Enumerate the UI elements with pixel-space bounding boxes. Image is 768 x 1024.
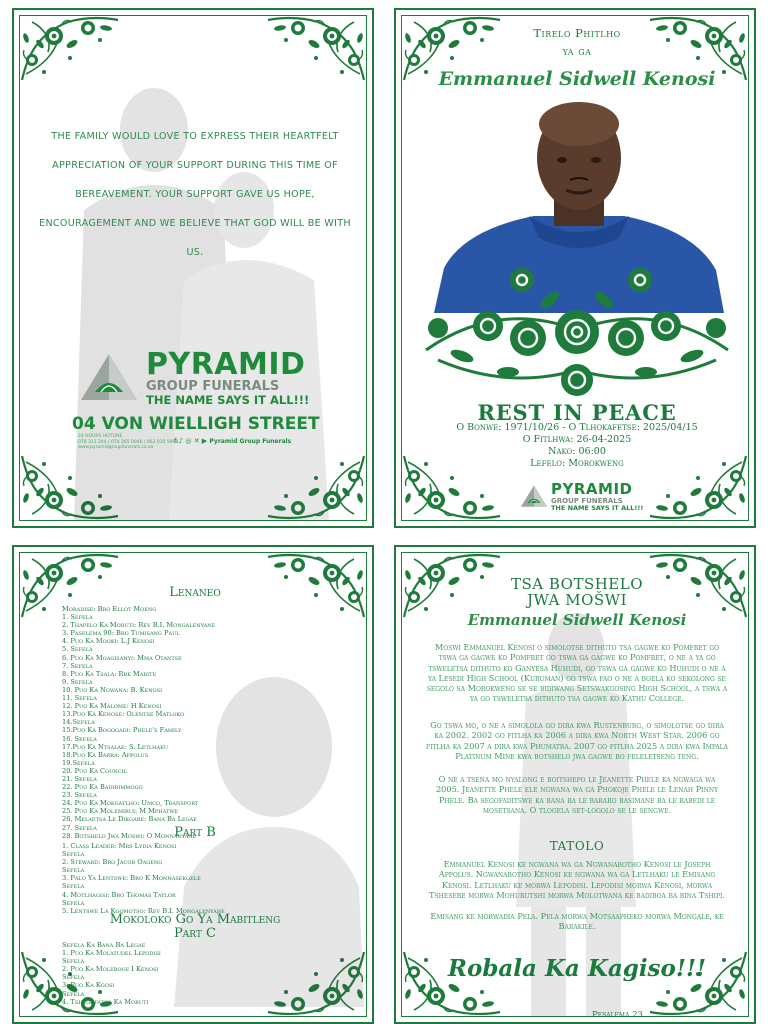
- list-item: 4. Tshegofatso Ka Moruti: [62, 997, 149, 1006]
- list-item: 4. Puo Ka Mooki: L.J Kenosi: [62, 637, 155, 646]
- list-item: Sefela: [62, 850, 85, 859]
- part-c-heading-line1: Mokoloko Go Ya Mabitleng: [109, 912, 281, 927]
- website: www.pyramidgroupfunerals.co.za: [78, 445, 154, 450]
- list-item: 21. Sefela: [62, 774, 97, 783]
- list-item: 1. Class Leader: Mrs Lydia Kenosi: [62, 842, 177, 850]
- list-item: 23. Sefela: [62, 791, 97, 800]
- brand-subtitle: GROUP FUNERALS: [146, 379, 280, 394]
- thank-you-message: THE FAMILY WOULD LOVE TO EXPRESS THEIR HEARTFELT APPRECIATION OF YOUR SUPPORT DURING THIS TIME OF BEREAVEMENT. YOUR SUPPORT GAVE US HOPE, ENCOURAGEMENT AND WE BELIEVE THAT GOD WILL BE WITH US.: [39, 131, 351, 258]
- deceased-name: Emmanuel Sidwell Kenosi: [467, 611, 687, 629]
- list-item: 3. Palo Ya Lentswe: Bro K Monnasekgele: [62, 874, 201, 883]
- rose-garland-icon: [418, 260, 736, 400]
- list-item: 22. Puo Ka Badirimmogo: [62, 783, 143, 792]
- biography-panel: [394, 545, 756, 1024]
- biography-paragraph: Moswi Emmanuel Kenosi o simolotse dithuto tsa gagwe ko Pomfret go tswa ga gagwe ko Pomfret go tswa ga gagwe ko Pomfret, o ne a ya go tsweletsa dithuto ko Ganyesa Huhudi, go tswa ga gagwe ko Huhudi o ne a ya Lesedi High School (Kuruman) go tswa fao o ne a boela ko sekolong se segolo sa Morokweng se se bidiwang Setswakgosing High School, a tswa a ya go tsweletsa dithuto tsa gagwe ko Kathu College.: [426, 642, 728, 704]
- list-item: 24. Puo Ka Mokgatlho: Umco, Transport: [62, 799, 199, 808]
- list-item: 5. Sefela: [62, 645, 93, 654]
- hotline-label: 24 HOURS HOTLINE: [78, 434, 123, 439]
- list-item: Moradise: Bro Ellot Moeng: [62, 605, 157, 613]
- part-b-heading: Part B: [174, 825, 216, 840]
- list-item: 26. Melaetsa Le Dikgare: Bana Ba Legae: [62, 815, 197, 824]
- street-address: 04 VON WIELLIGH STREET: [72, 414, 320, 434]
- list-item: 1. Sefela: [62, 613, 93, 622]
- list-item: 16. Sefela: [62, 734, 97, 743]
- social-links: [174, 437, 291, 445]
- part-c-heading-line2: Part C: [174, 926, 216, 941]
- list-item: 9. Sefela: [62, 677, 93, 686]
- service-title-line1: Tirelo Phitlho: [533, 26, 621, 40]
- list-item: Sefela: [62, 973, 85, 982]
- burial-date: O Fitlhwa: 26-04-2025: [522, 434, 632, 445]
- list-item: 25. Puo Ka Molemirui: M Mphatwe: [62, 807, 179, 816]
- list-item: 8. Puo Ka Tsala: Rre Marite: [62, 669, 157, 678]
- list-item: Sefela Ka Bana Ba Legae: [62, 941, 146, 949]
- brand-tagline: THE NAME SAYS IT ALL!!!: [146, 393, 310, 407]
- programme-heading: Lenaneo: [169, 585, 221, 600]
- list-item: Sefela: [62, 882, 85, 891]
- list-item: Sefela: [62, 898, 85, 907]
- list-item: 3. Puo Ka Kgosi: [62, 981, 115, 990]
- hotline-info: [78, 434, 178, 451]
- list-item: 27. Sefela: [62, 823, 97, 832]
- list-item: 11. Sefela: [62, 694, 97, 703]
- list-item: 7. Sefela: [62, 661, 93, 670]
- programme-list-a: [62, 605, 215, 840]
- list-item: 12. Puo Ka Malome: H Kenosi: [62, 702, 162, 711]
- brand-name: PYRAMID: [146, 347, 306, 382]
- list-item: 15.Puo Ka Bogogadi: Phele's Family: [62, 726, 182, 735]
- list-item: 4. Motlhagisi: Bro Thomas Taylor: [62, 890, 176, 899]
- list-item: 3. Paselema 90: Bro Tumisang Paul: [62, 629, 180, 638]
- social-name: Pyramid Group Funerals: [209, 438, 292, 445]
- list-item: 14.Sefela: [62, 718, 95, 727]
- social-icons: f ♪ ◎ ✕ ▶: [174, 437, 210, 445]
- list-item: 19.Sefela: [62, 758, 95, 767]
- cover-panel: [394, 8, 756, 528]
- brand-subtitle: GROUP FUNERALS: [551, 497, 623, 505]
- service-time: Nako: 06:00: [548, 446, 606, 457]
- pyramid-logo-icon: [78, 352, 140, 402]
- biography-heading-line2: JWA MOŠWI: [526, 591, 628, 609]
- programme-list-c: [62, 941, 161, 1006]
- psalm-reference: Pesalema 23: [592, 1010, 643, 1020]
- hotline-numbers: 078 311 244 / 074 265 0046 / 062 035 5908: [78, 439, 179, 445]
- brand-tagline: THE NAME SAYS IT ALL!!!: [551, 504, 644, 512]
- brand-block-small: [551, 482, 643, 512]
- list-item: 5. Lentswe La Kgomotso: Rev B.I. Mongalenyane: [62, 906, 225, 915]
- list-item: Sefela: [62, 957, 85, 966]
- rest-in-peace: REST IN PEACE: [477, 400, 677, 425]
- service-place: Lefelo: Morokweng: [530, 458, 624, 469]
- service-title-line2: ya ga: [562, 44, 592, 58]
- list-item: 28. Botshelo Jwa Moswi: O Monnanyane: [62, 831, 197, 840]
- list-item: 20. Puo Ka Council: [62, 766, 127, 775]
- list-item: 17.Puo Ka Ntsalae: S. Letlhaku: [62, 742, 168, 751]
- list-item: 2. Thapelo Ka Moruti: Rev B.I. Mongalenyane: [62, 621, 216, 630]
- biography-paragraph: O ne a tsena mo nyalong e boitshepo le Jeanette Phele ka ngwaga wa 2005. Jeanette Phele ele ngwana wa ga Phokoje Phele le Lenah Pinny Phele. Ba segofaditswe ka bana ba le bararo basimane ba le babedi le mosetsana. O tlogela set-logolo se le sengwe.: [435, 774, 719, 815]
- biography-heading-line1: TSA BOTSHELO: [510, 575, 644, 593]
- list-item: 1. Puo Ka Molatudel Lepodisi: [62, 949, 161, 958]
- pyramid-logo-icon: [520, 484, 548, 508]
- list-item: Sefela: [62, 989, 85, 998]
- list-item: 10. Puo Ka Ngwana: B. Kenosi: [62, 685, 163, 694]
- list-item: 18.Puo Ka Barra: Appolus: [62, 750, 149, 759]
- birth-death-dates: O Bonwe: 1971/10/26 - O Tlhokafetse: 2025/04/15: [456, 422, 698, 433]
- list-item: 2. Puo Ka Moleboge I Kenosi: [62, 965, 159, 974]
- biography-paragraph: Go tswa mo, o ne a simolola go dira kwa Rustenburg, o simolotse go dira ka 2002. 2002 go fitlha ka 2006 a dira kwa North West Star. 2006 go fitlha ka 2007 a dira kwa Phumatra. 2007 go fitlha 2025 a dira kwa Impala Platinum Mine kwa botshelo jwa gagwe bo feleletseng teng.: [426, 720, 728, 761]
- tatolo-heading: TATOLO: [549, 839, 605, 853]
- list-item: Sefela: [62, 866, 85, 875]
- programme-list-b: [62, 842, 225, 915]
- list-item: 2. Steward: Bro Jacob Oageng: [62, 858, 163, 867]
- list-item: 6. Puo Ka Moagisanyi: Mma Otantse: [62, 653, 182, 662]
- closing-message: Robala Ka Kagiso!!!: [447, 955, 707, 982]
- deceased-name: Emmanuel Sidwell Kenosi: [438, 68, 716, 90]
- thank-you-panel: [12, 8, 374, 528]
- programme-panel: [12, 545, 374, 1024]
- tatolo-paragraph: Emmanuel Kenosi ke ngwana wa ga Ngwanabotho Kenosi le Joseph Appolus. Ngwanabotho Kenosi ke ngwana wa ga Letlhaku le Emisang Kenosi. Letlhaku ke morwa Lepodisi. Lepodisi morwa Kenosi, morwa Tshesebe morwa Mohurutshi morwa Molotwana ke badiboa ba bina Tshipi.: [429, 859, 725, 900]
- brand-block: [146, 347, 310, 407]
- tatolo-paragraph: Emisang ke morwadia Pela. Pela morwa Motsaapheko morwa Mongale, ke Barakile.: [430, 911, 724, 932]
- brand-name: PYRAMID: [551, 480, 633, 498]
- list-item: 13.Puo Ka Kenose: Olentse Matloko: [62, 710, 185, 719]
